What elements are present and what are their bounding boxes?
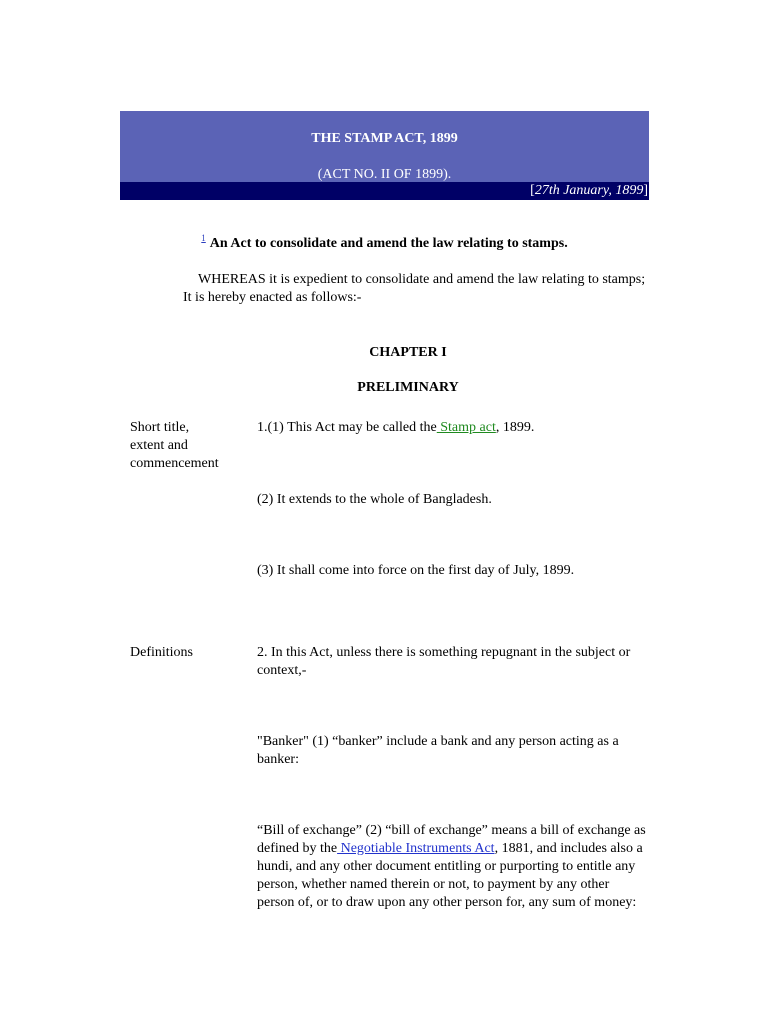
margin-note-line: extent and — [130, 438, 188, 453]
clause-text: 1.(1) This Act may be called the — [257, 420, 437, 435]
section-1-clause-3: (3) It shall come into force on the first day of July, 1899. — [257, 563, 575, 578]
clause-text: , 1881, and includes also a hundi, and any other document entitling or purporting to entitle any person, whether named therein or not, to payment by any other person of, or to draw upon any other person for, any sum of money: — [257, 841, 643, 910]
preamble-text: An Act to consolidate and amend the law relating to stamps. — [209, 236, 568, 251]
section-2-intro: 2. In this Act, unless there is something repugnant in the subject or context,- — [257, 645, 631, 678]
chapter-heading: CHAPTER I — [369, 345, 447, 360]
section-1-clause-1 — [257, 419, 650, 437]
act-date-text: 27th January, 1899 — [534, 183, 644, 198]
negotiable-instruments-act-link[interactable]: Negotiable Instruments Act — [337, 841, 495, 856]
clause-text: , 1899. — [495, 420, 535, 435]
act-date — [530, 182, 648, 200]
date-close-bracket: ] — [643, 183, 648, 198]
footnote-link[interactable]: 1 — [201, 233, 206, 244]
definition-banker: "Banker" (1) “banker” include a bank and any person acting as a banker: — [257, 734, 619, 767]
date-open-bracket: [ — [530, 183, 535, 198]
act-date-bar — [120, 182, 649, 200]
chapter-subheading: PRELIMINARY — [357, 380, 459, 395]
act-title: THE STAMP ACT, 1899 — [311, 131, 458, 146]
margin-note-line: Short title, — [130, 420, 190, 435]
margin-note-short-title — [130, 419, 240, 473]
enacting-clause: WHEREAS it is expedient to consolidate and amend the law relating to stamps; It is hereby enacted as follows:- — [183, 272, 646, 305]
definition-bill-of-exchange — [257, 822, 650, 912]
stamp-act-link[interactable]: Stamp act — [436, 420, 496, 435]
preamble — [120, 235, 649, 253]
act-number: (ACT NO. II OF 1899). — [317, 167, 452, 182]
margin-note-line: commencement — [130, 456, 219, 471]
section-1-clause-2: (2) It extends to the whole of Bangladesh. — [257, 492, 492, 507]
margin-note-definitions: Definitions — [130, 645, 193, 660]
clause-text: “Bill of exchange” (2) “bill of exchange” means a bill of exchange as defined by the — [257, 823, 646, 856]
act-header-banner — [120, 111, 649, 200]
